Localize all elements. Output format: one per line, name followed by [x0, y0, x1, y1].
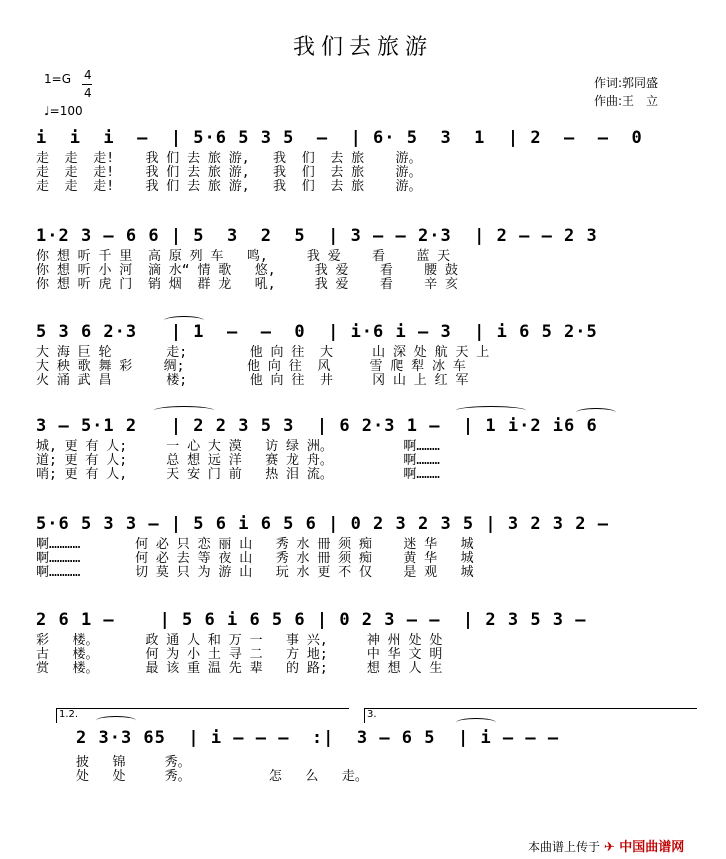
slur-mark: [154, 406, 214, 415]
lyrics-row-1-v3: 走 走 走! 我 们 去 旅 游, 我 们 去 旅 游。: [36, 179, 422, 194]
site-logo-text: 中国曲谱网: [619, 840, 685, 855]
lyrics-row-6-v1: 彩 楼。 政 通 人 和 万 一 事 兴, 神 州 处 处: [36, 633, 443, 648]
lyrics-row-6-v3: 赏 楼。 最 该 重 温 先 辈 的 路; 想 想 人 生: [36, 661, 443, 676]
site-logo[interactable]: ✈ 中国曲谱网: [603, 840, 685, 855]
time-signature-divider: [82, 84, 92, 85]
lyrics-row-7-v1: 披 锦 秀。: [76, 755, 395, 770]
lyrics-row-3-v3: 火 涌 武 昌 楼; 他 向 往 井 冈 山 上 红 军: [36, 373, 469, 388]
slur-mark: [456, 406, 526, 415]
key-signature: 1=G: [44, 72, 71, 86]
lyrics-row-5-v2: 啊………… 何 必 去 等 夜 山 秀 水 冊 须 痴 黄 华 城: [36, 551, 474, 566]
lyrics-row-3-v2: 大 秧 歌 舞 彩 绸; 他 向 往 风 雪 爬 犁 冰 车: [36, 359, 466, 374]
time-signature-bottom: 4: [84, 86, 92, 100]
lyrics-row-2-v3: 你 想 听 虎 门 销 烟 群 龙 吼, 我 爱 看 辛 亥: [36, 277, 458, 292]
lyrics-row-4-v3: 哨; 更 有 人, 天 安 门 前 热 泪 流。 啊………: [36, 467, 440, 482]
lyrics-row-4-v1: 城, 更 有 人; 一 心 大 漠 访 绿 洲。 啊………: [36, 439, 440, 454]
lyrics-row-1-v2: 走 走 走! 我 们 去 旅 游, 我 们 去 旅 游。: [36, 165, 422, 180]
lyrics-row-7-v2: 处 处 秀。 怎 么 走。: [76, 769, 368, 784]
composer-credit: 作曲:王 立: [594, 94, 659, 108]
volta-2-label: 3.: [367, 709, 377, 720]
tempo-marking: ♩=100: [44, 104, 83, 118]
notes-row-5: 5·6 5 3 3 – | 5 6 i 6 5 6 | 0 2 3 2 3 5 | 3 2 3 2 –: [36, 514, 609, 534]
page-title: 我们去旅游: [292, 35, 433, 60]
slur-mark: [96, 716, 136, 725]
slur-mark: [164, 316, 204, 325]
slur-mark: [576, 408, 616, 417]
notes-row-6: 2 6 1 – | 5 6 i 6 5 6 | 0 2 3 – – | 2 3 5 3 –: [36, 610, 587, 630]
footer-upload-text: [528, 836, 684, 855]
lyrics-row-2-v2: 你 想 听 小 河 滴 水“ 情 歌 悠, 我 爱 看 腰 鼓: [36, 263, 458, 278]
lyrics-row-3-v1: 大 海 巨 轮 走; 他 向 往 大 山 深 处 航 天 上: [36, 345, 490, 360]
lyrics-row-1-v1: 走 走 走! 我 们 去 旅 游, 我 们 去 旅 游。: [36, 151, 422, 166]
lyrics-row-5-v3: 啊………… 切 莫 只 为 游 山 玩 水 更 不 仅 是 观 城: [36, 565, 474, 580]
lyrics-row-4-v2: 道; 更 有 人; 总 想 远 洋 赛 龙 舟。 啊………: [36, 453, 440, 468]
lyrics-row-5-v1: 啊………… 何 必 只 恋 丽 山 秀 水 冊 须 痴 迷 华 城: [36, 537, 474, 552]
volta-2: [364, 708, 697, 723]
time-signature-top: 4: [84, 68, 92, 82]
lyrics-row-6-v2: 古 楼。 何 为 小 土 寻 二 方 地; 中 华 文 明: [36, 647, 443, 662]
notes-row-3: 5 3 6 2·3 | 1 – – 0 | i·6 i – 3 | i 6 5 2·5: [36, 322, 598, 342]
slur-mark: [456, 718, 496, 727]
notes-row-4: 3 – 5·1 2 | 2 2 3 5 3 | 6 2·3 1 – | 1 i·2 i6 6: [36, 416, 598, 436]
volta-1-label: 1.2.: [59, 709, 79, 720]
footer-text: 本曲谱上传于: [528, 840, 601, 854]
lyricist-credit: 作词:郭同盛: [594, 76, 659, 90]
notes-row-1: i i i – | 5·6 5 3 5 – | 6· 5 3 1 | 2 – – 0: [36, 128, 643, 148]
notes-row-7: 2 3·3 65 | i – – – :| 3 – 6 5 | i – – –: [76, 728, 560, 748]
notes-row-2: 1·2 3 – 6 6 | 5 3 2 5 | 3 – – 2·3 | 2 – – 2 3: [36, 226, 598, 246]
lyrics-row-2-v1: 你 想 听 千 里 高 原 列 车 鸣, 我 爱 看 蓝 天: [36, 249, 451, 264]
